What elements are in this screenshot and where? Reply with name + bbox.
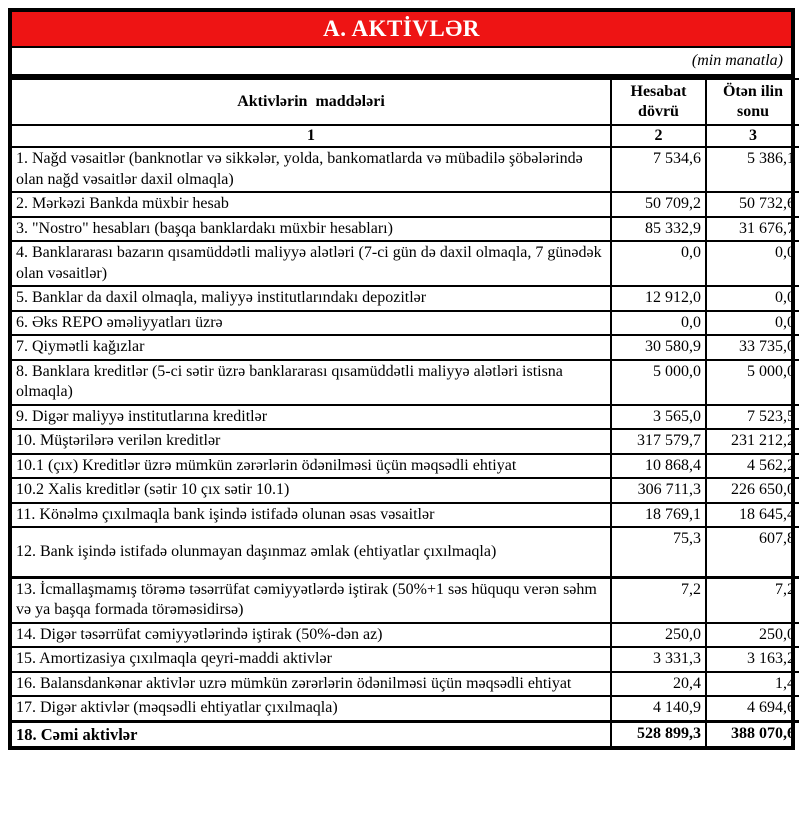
- current-period-value-cell: 528 899,3: [611, 721, 706, 746]
- row-label-cell: 6. Əks REPO əməliyyatları üzrə: [12, 311, 611, 335]
- table-row: [12, 696, 799, 721]
- current-period-value-cell: 18 769,1: [611, 503, 706, 527]
- column-number-2: 2: [611, 125, 706, 147]
- row-label-cell: 17. Digər aktivlər (məqsədli ehtiyatlar çıxılmaqla): [12, 696, 611, 721]
- previous-period-value-cell: 0,0: [706, 241, 799, 286]
- current-period-value-cell: 0,0: [611, 241, 706, 286]
- row-label-cell: 10.1 (çıx) Kreditlər üzrə mümkün zərərlərin ödənilməsi üçün məqsədli ehtiyat: [12, 454, 611, 478]
- row-label-cell: 13. İcmallaşmamış törəmə təsərrüfat cəmiyyətlərdə iştirak (50%+1 səs hüququ verən səhm və ya başqa formada törəməsidirsə): [12, 577, 611, 622]
- table-header: [12, 79, 799, 147]
- table-row: [12, 503, 799, 527]
- current-period-value-cell: 75,3: [611, 527, 706, 578]
- column-number-3: 3: [706, 125, 799, 147]
- table-row: [12, 405, 799, 429]
- row-label-cell: 14. Digər təsərrüfat cəmiyyətlərində iştirak (50%-dən az): [12, 623, 611, 647]
- previous-period-value-cell: 4 562,2: [706, 454, 799, 478]
- previous-period-value-cell: 231 212,2: [706, 429, 799, 453]
- table-row: [12, 335, 799, 359]
- page-title: A. AKTİVLƏR: [12, 12, 791, 48]
- column-number-1: 1: [12, 125, 611, 147]
- current-period-value-cell: 12 912,0: [611, 286, 706, 310]
- current-period-value-cell: 4 140,9: [611, 696, 706, 721]
- current-period-value-cell: 5 000,0: [611, 360, 706, 405]
- unit-note: (min manatla): [12, 48, 791, 78]
- header-row: [12, 79, 799, 125]
- row-label-cell: 10. Müştərilərə verilən kreditlər: [12, 429, 611, 453]
- row-label-cell: 10.2 Xalis kreditlər (sətir 10 çıx sətir 10.1): [12, 478, 611, 502]
- previous-period-value-cell: 1,4: [706, 672, 799, 696]
- previous-period-value-cell: 607,8: [706, 527, 799, 578]
- current-period-value-cell: 3 565,0: [611, 405, 706, 429]
- current-period-value-cell: 7 534,6: [611, 147, 706, 192]
- previous-period-value-cell: 50 732,6: [706, 192, 799, 216]
- previous-period-value-cell: 4 694,6: [706, 696, 799, 721]
- previous-period-value-cell: 3 163,2: [706, 647, 799, 671]
- current-period-value-cell: 0,0: [611, 311, 706, 335]
- items-column-header: Aktivlərin maddələri: [12, 79, 611, 125]
- current-period-value-cell: 317 579,7: [611, 429, 706, 453]
- assets-table: [12, 78, 799, 746]
- table-row: [12, 360, 799, 405]
- row-label-cell: 2. Mərkəzi Bankda müxbir hesab: [12, 192, 611, 216]
- row-label-cell: 9. Digər maliyyə institutlarına kreditlər: [12, 405, 611, 429]
- table-row: [12, 429, 799, 453]
- row-label-cell: 5. Banklar da daxil olmaqla, maliyyə institutlarındakı depozitlər: [12, 286, 611, 310]
- column-number-row: [12, 125, 799, 147]
- previous-period-value-cell: 5 386,1: [706, 147, 799, 192]
- table-row: [12, 192, 799, 216]
- current-period-value-cell: 20,4: [611, 672, 706, 696]
- row-label-cell: 3. "Nostro" hesabları (başqa banklardakı müxbir hesabları): [12, 217, 611, 241]
- table-row: [12, 454, 799, 478]
- previous-period-value-cell: 33 735,0: [706, 335, 799, 359]
- row-label-cell: 7. Qiymətli kağızlar: [12, 335, 611, 359]
- table-row: [12, 478, 799, 502]
- current-period-value-cell: 50 709,2: [611, 192, 706, 216]
- previous-period-value-cell: 5 000,0: [706, 360, 799, 405]
- table-row: [12, 647, 799, 671]
- row-label-cell: 11. Könəlmə çıxılmaqla bank işində istifadə olunan əsas vəsaitlər: [12, 503, 611, 527]
- row-label-cell: 18. Cəmi aktivlər: [12, 721, 611, 746]
- assets-report-panel: [8, 8, 795, 750]
- table-row: [12, 147, 799, 192]
- previous-period-value-cell: 250,0: [706, 623, 799, 647]
- table-row: [12, 286, 799, 310]
- previous-period-value-cell: 18 645,4: [706, 503, 799, 527]
- current-period-column-header: Hesabat dövrü: [611, 79, 706, 125]
- table-body: [12, 147, 799, 745]
- previous-period-value-cell: 31 676,7: [706, 217, 799, 241]
- current-period-value-cell: 85 332,9: [611, 217, 706, 241]
- current-period-value-cell: 3 331,3: [611, 647, 706, 671]
- table-row: [12, 577, 799, 622]
- previous-period-value-cell: 226 650,0: [706, 478, 799, 502]
- current-period-value-cell: 7,2: [611, 577, 706, 622]
- previous-period-value-cell: 388 070,6: [706, 721, 799, 746]
- table-row: [12, 527, 799, 578]
- previous-period-value-cell: 7 523,5: [706, 405, 799, 429]
- current-period-value-cell: 306 711,3: [611, 478, 706, 502]
- current-period-value-cell: 10 868,4: [611, 454, 706, 478]
- row-label-cell: 8. Banklara kreditlər (5-ci sətir üzrə banklararası qısamüddətli maliyyə alətləri istisna olmaqla): [12, 360, 611, 405]
- table-row: [12, 241, 799, 286]
- previous-period-value-cell: 7,2: [706, 577, 799, 622]
- table-row: [12, 623, 799, 647]
- row-label-cell: 1. Nağd vəsaitlər (banknotlar və sikkələr, yolda, bankomatlarda və mübadilə şöbələrində olan nağd vəsaitlər daxil olmaqla): [12, 147, 611, 192]
- row-label-cell: 15. Amortizasiya çıxılmaqla qeyri-maddi aktivlər: [12, 647, 611, 671]
- row-label-cell: 12. Bank işində istifadə olunmayan daşınmaz əmlak (ehtiyatlar çıxılmaqla): [12, 527, 611, 578]
- table-row: [12, 311, 799, 335]
- row-label-cell: 16. Balansdankənar aktivlər uzrə mümkün zərərlərin ödənilməsi üçün məqsədli ehtiyat: [12, 672, 611, 696]
- current-period-value-cell: 30 580,9: [611, 335, 706, 359]
- row-label-cell: 4. Banklararası bazarın qısamüddətli maliyyə alətləri (7-ci gün də daxil olmaqla, 7 günədək olan vəsaitlər): [12, 241, 611, 286]
- current-period-value-cell: 250,0: [611, 623, 706, 647]
- previous-period-value-cell: 0,0: [706, 286, 799, 310]
- table-row: [12, 217, 799, 241]
- table-row: [12, 672, 799, 696]
- table-row: [12, 721, 799, 746]
- previous-period-column-header: Ötən ilin sonu: [706, 79, 799, 125]
- previous-period-value-cell: 0,0: [706, 311, 799, 335]
